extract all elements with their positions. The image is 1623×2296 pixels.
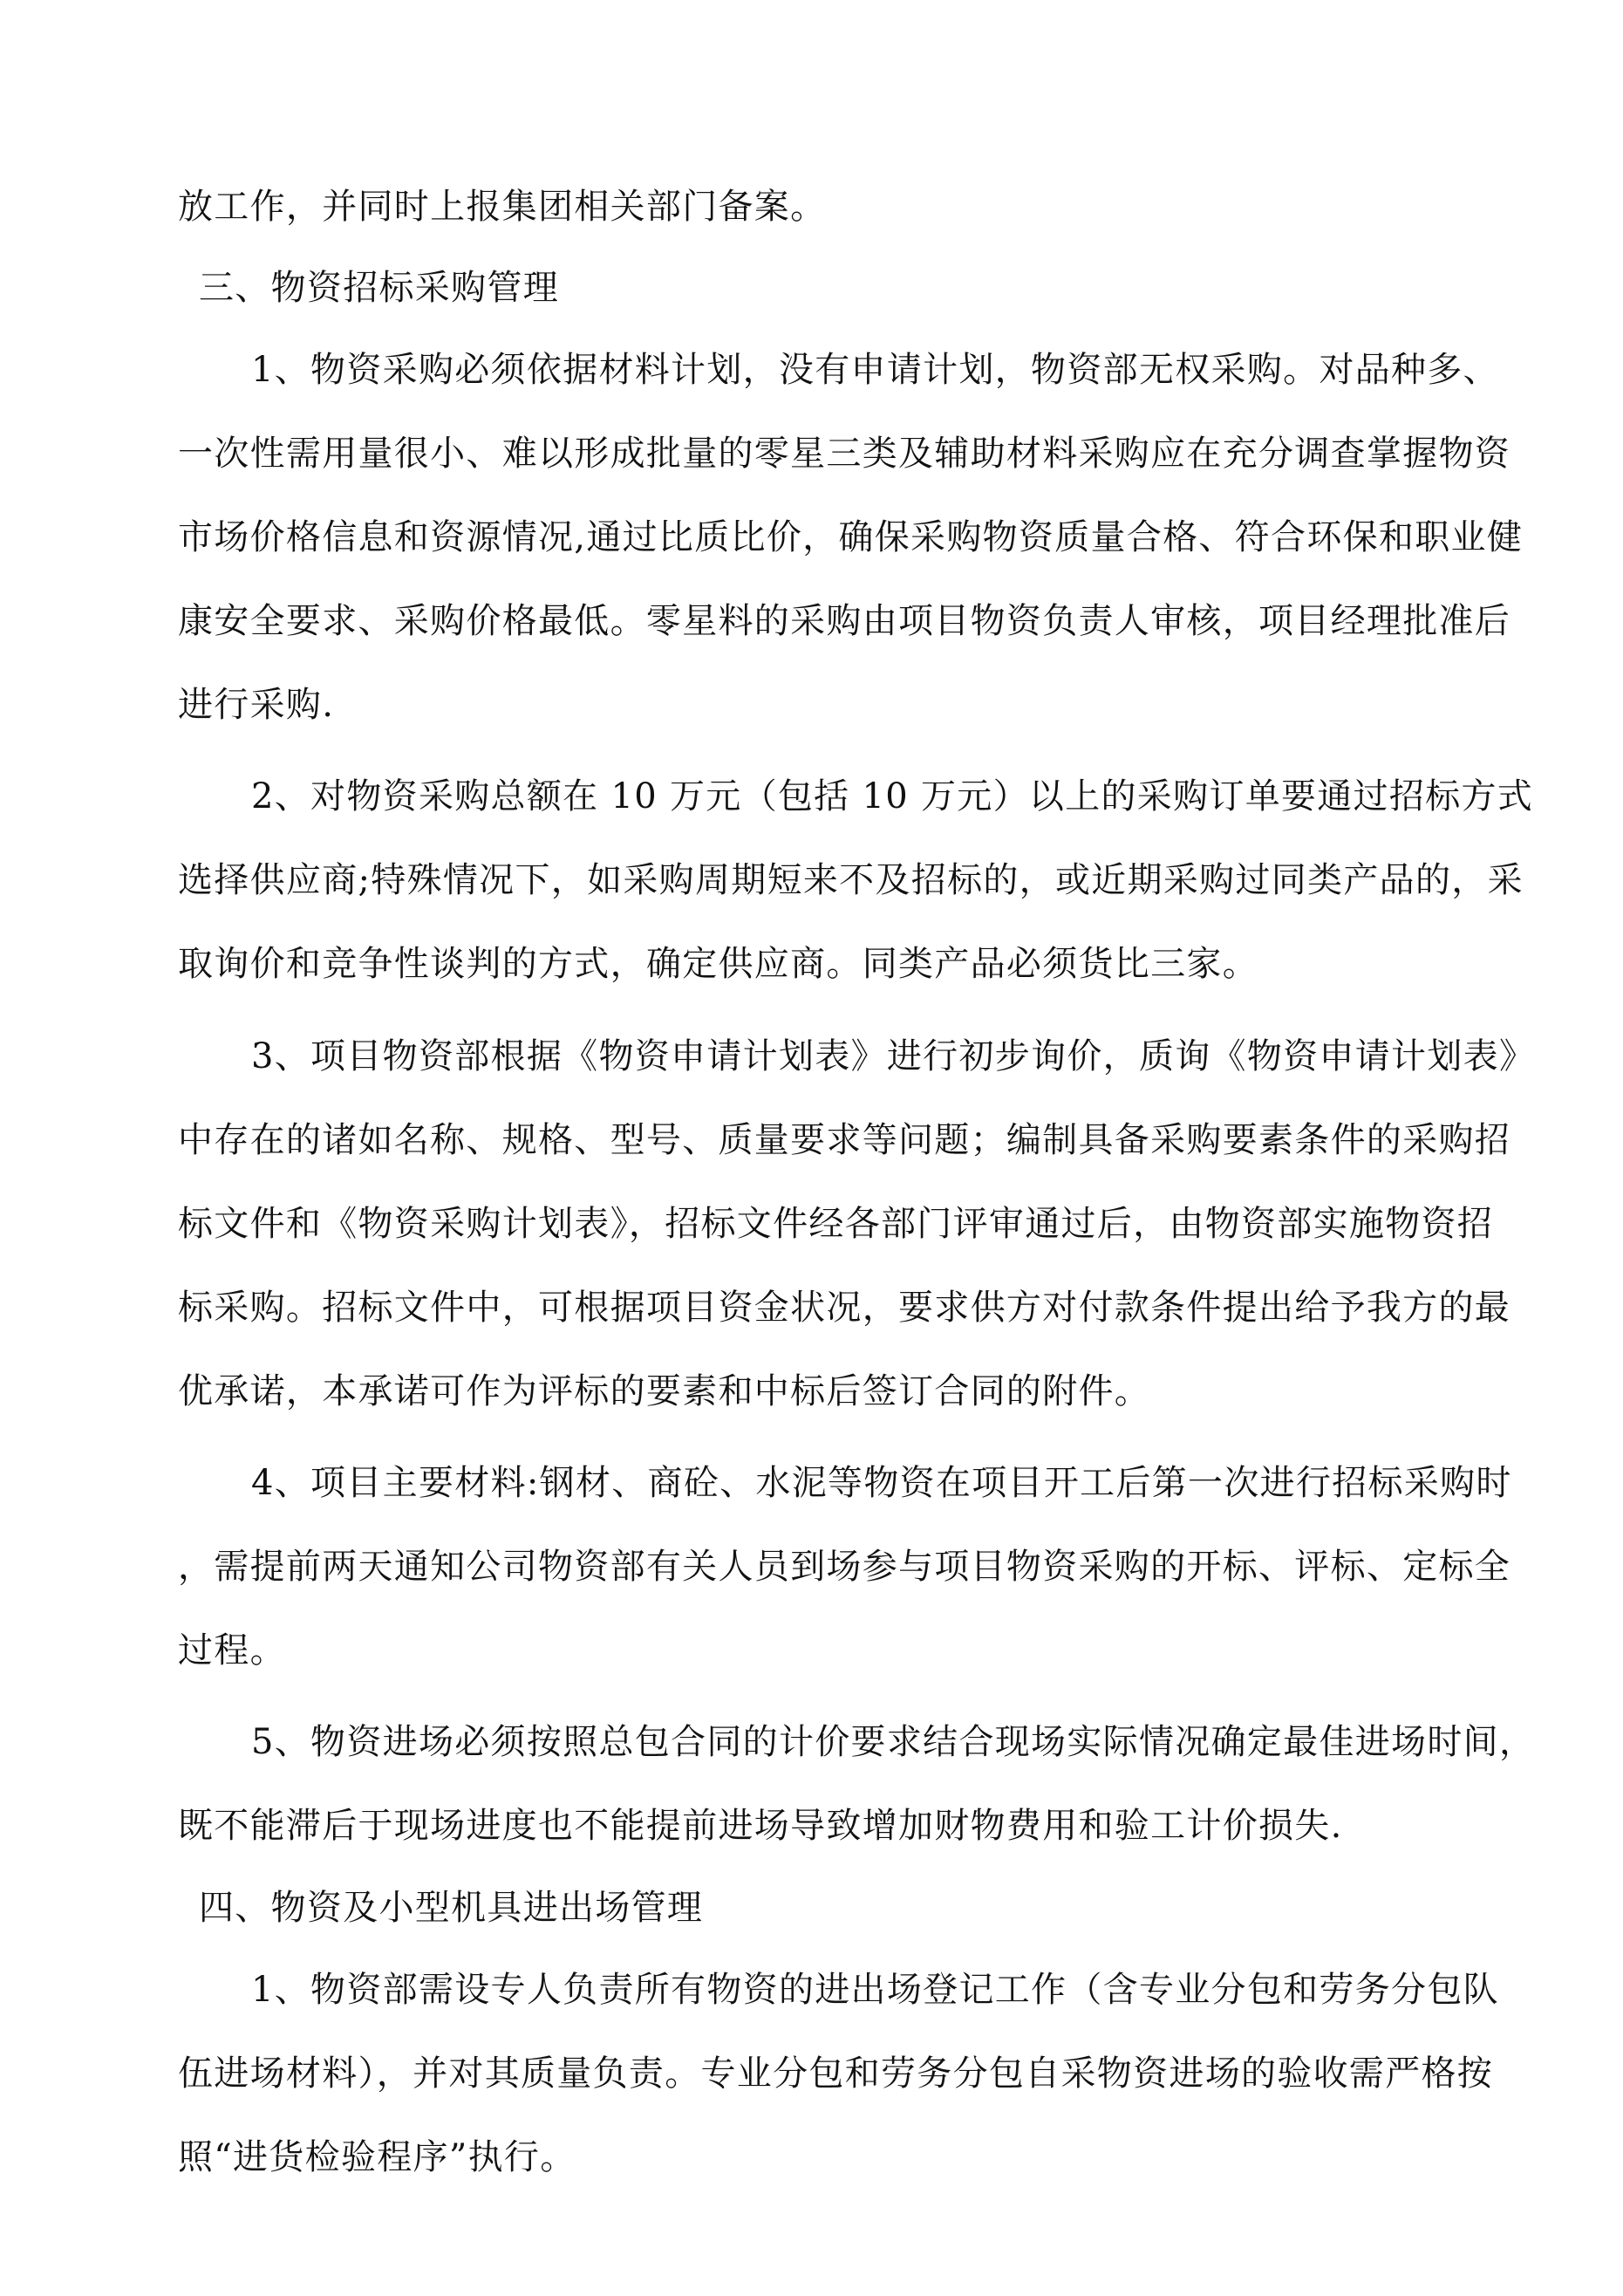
section-heading: 三、物资招标采购管理	[199, 268, 559, 308]
text-line: ，需提前两天通知公司物资部有关人员到场参与项目物资采购的开标、评标、定标全	[178, 1547, 1511, 1587]
text-line: 1、物资部需设专人负责所有物资的进出场登记工作（含专业分包和劳务分包队	[251, 1970, 1499, 2010]
text-line: 选择供应商;特殊情况下，如采购周期短来不及招标的，或近期采购过同类产品的，采	[178, 860, 1524, 900]
text-line: 市场价格信息和资源情况,通过比质比价，确保采购物资质量合格、符合环保和职业健	[178, 517, 1524, 557]
text-line: 康安全要求、采购价格最低。零星料的采购由项目物资负责人审核，项目经理批准后	[178, 601, 1511, 641]
text-line: 中存在的诸如名称、规格、型号、质量要求等问题；编制具备采购要素条件的采购招	[178, 1120, 1511, 1160]
text-line: 优承诺，本承诺可作为评标的要素和中标后签订合同的附件。	[178, 1371, 1151, 1411]
text-line: 1、物资采购必须依据材料计划，没有申请计划，物资部无权采购。对品种多、	[251, 350, 1499, 390]
text-line: 过程。	[178, 1630, 286, 1671]
text-line: 取询价和竞争性谈判的方式，确定供应商。同类产品必须货比三家。	[178, 944, 1258, 984]
text-line: 进行采购.	[178, 685, 335, 725]
text-line: 既不能滞后于现场进度也不能提前进场导致增加财物费用和验工计价损失.	[178, 1806, 1343, 1846]
text-line: 标文件和《物资采购计划表》，招标文件经各部门评审通过后，由物资部实施物资招	[178, 1204, 1494, 1244]
text-line: 放工作，并同时上报集团相关部门备案。	[178, 187, 827, 227]
text-line: 5、物资进场必须按照总包合同的计价要求结合现场实际情况确定最佳进场时间，	[251, 1722, 1536, 1762]
section-heading: 四、物资及小型机具进出场管理	[199, 1888, 704, 1928]
text-line: 照“进货检验程序”执行。	[178, 2137, 576, 2177]
text-line: 标采购。招标文件中，可根据项目资金状况，要求供方对付款条件提出给予我方的最	[178, 1288, 1511, 1328]
text-line: 一次性需用量很小、难以形成批量的零星三类及辅助材料采购应在充分调查掌握物资	[178, 434, 1511, 474]
text-line: 2、对物资采购总额在 10 万元（包括 10 万元）以上的采购订单要通过招标方式	[251, 776, 1534, 817]
text-line: 4、项目主要材料:钢材、商砼、水泥等物资在项目开工后第一次进行招标采购时	[251, 1463, 1512, 1503]
text-line: 伍进场材料），并对其质量负责。专业分包和劳务分包自采物资进场的验收需严格按	[178, 2053, 1494, 2094]
text-line: 3、项目物资部根据《物资申请计划表》进行初步询价，质询《物资申请计划表》	[251, 1036, 1536, 1076]
